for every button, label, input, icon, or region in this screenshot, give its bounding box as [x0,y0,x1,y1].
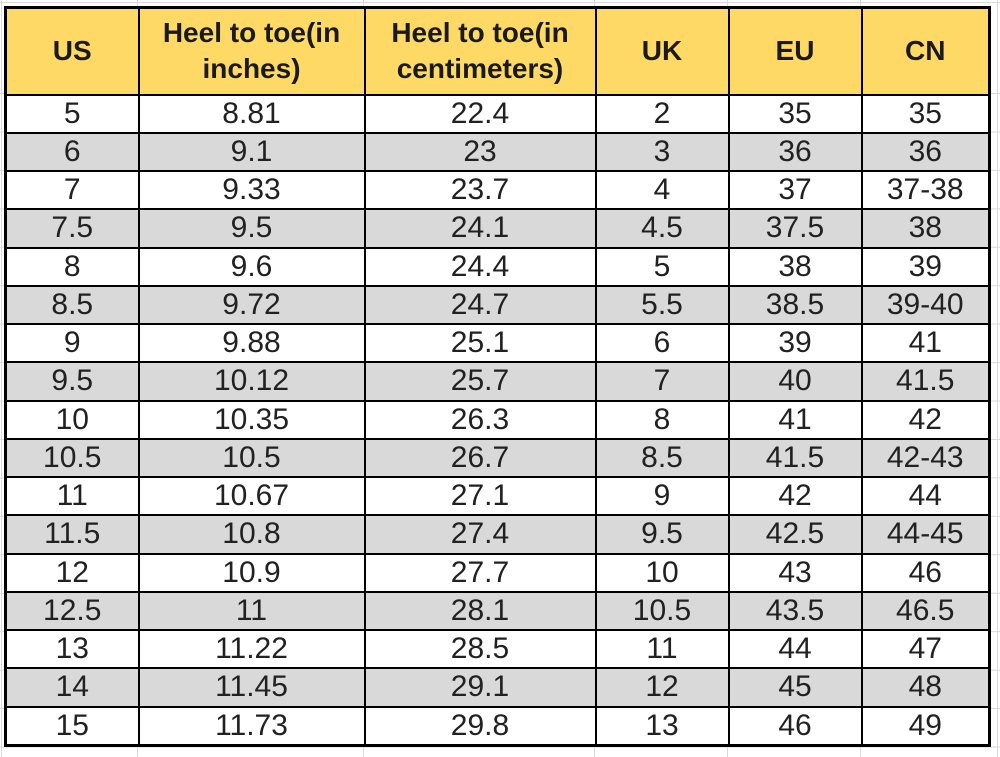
table-cell: 9.5 [6,362,139,400]
table-cell: 8.81 [139,95,365,133]
table-cell: 9 [6,324,139,362]
table-cell: 12.5 [6,592,139,630]
table-cell: 10 [6,401,139,439]
table-cell: 24.4 [365,248,596,286]
table-cell: 10.5 [6,439,139,477]
table-cell: 11.73 [139,707,365,746]
table-cell: 11.45 [139,668,365,706]
table-cell: 13 [596,707,729,746]
header-cell-heel-to-toe-inches: Heel to toe(in inches) [139,8,365,95]
table-cell: 37 [729,171,862,209]
table-row [6,401,990,439]
table-cell: 9.72 [139,286,365,324]
table-cell: 12 [6,554,139,592]
table-cell: 11 [6,477,139,515]
table-row [6,286,990,324]
table-row [6,362,990,400]
table-row [6,171,990,209]
table-cell: 5.5 [596,286,729,324]
header-cell-cn: CN [862,8,990,95]
header-cell-uk: UK [596,8,729,95]
table-cell: 28.1 [365,592,596,630]
table-cell: 27.4 [365,515,596,553]
table-cell: 41.5 [729,439,862,477]
table-cell: 9.5 [596,515,729,553]
header-cell-eu: EU [729,8,862,95]
table-cell: 35 [729,95,862,133]
table-cell: 8 [596,401,729,439]
table-row [6,592,990,630]
table-cell: 48 [862,668,990,706]
table-cell: 14 [6,668,139,706]
table-cell: 26.7 [365,439,596,477]
table-cell: 9.5 [139,209,365,247]
table-cell: 10 [596,554,729,592]
table-row [6,248,990,286]
table-cell: 11.22 [139,630,365,668]
table-cell: 39 [729,324,862,362]
table-cell: 46.5 [862,592,990,630]
table-row [6,668,990,706]
table-cell: 23 [365,133,596,171]
table-cell: 44 [862,477,990,515]
table-cell: 42.5 [729,515,862,553]
table-cell: 10.9 [139,554,365,592]
table-cell: 4.5 [596,209,729,247]
table-cell: 9.6 [139,248,365,286]
header-cell-us: US [6,8,139,95]
table-cell: 5 [6,95,139,133]
table-cell: 26.3 [365,401,596,439]
table-cell: 29.8 [365,707,596,746]
table-cell: 10.5 [139,439,365,477]
table-cell: 46 [729,707,862,746]
table-row [6,133,990,171]
table-cell: 9 [596,477,729,515]
table-cell: 23.7 [365,171,596,209]
table-cell: 37-38 [862,171,990,209]
table-cell: 8.5 [596,439,729,477]
table-cell: 10.12 [139,362,365,400]
table-cell: 29.1 [365,668,596,706]
table-cell: 11.5 [6,515,139,553]
table-cell: 10.67 [139,477,365,515]
table-cell: 3 [596,133,729,171]
table-row [6,554,990,592]
table-cell: 11 [596,630,729,668]
table-cell: 28.5 [365,630,596,668]
table-cell: 39-40 [862,286,990,324]
table-cell: 46 [862,554,990,592]
table-row [6,209,990,247]
table-cell: 2 [596,95,729,133]
table-cell: 47 [862,630,990,668]
table-cell: 24.1 [365,209,596,247]
table-cell: 27.7 [365,554,596,592]
table-cell: 9.1 [139,133,365,171]
table-cell: 12 [596,668,729,706]
table-cell: 13 [6,630,139,668]
table-cell: 7.5 [6,209,139,247]
table-cell: 44-45 [862,515,990,553]
table-cell: 42 [862,401,990,439]
table-cell: 11 [139,592,365,630]
table-cell: 10.5 [596,592,729,630]
table-cell: 22.4 [365,95,596,133]
table-row [6,324,990,362]
table-cell: 37.5 [729,209,862,247]
table-cell: 43 [729,554,862,592]
table-cell: 10.35 [139,401,365,439]
table-cell: 40 [729,362,862,400]
table-cell: 25.1 [365,324,596,362]
table-row [6,439,990,477]
table-row [6,707,990,746]
table-cell: 27.1 [365,477,596,515]
table-cell: 38 [862,209,990,247]
table-cell: 41 [729,401,862,439]
table-cell: 5 [596,248,729,286]
table-cell: 39 [862,248,990,286]
table-cell: 41 [862,324,990,362]
table-cell: 6 [596,324,729,362]
table-cell: 45 [729,668,862,706]
header-row [6,8,990,95]
table-cell: 43.5 [729,592,862,630]
shoe-size-conversion-table [4,6,991,747]
table-cell: 49 [862,707,990,746]
table-cell: 41.5 [862,362,990,400]
table-cell: 36 [862,133,990,171]
table-row [6,630,990,668]
table-cell: 15 [6,707,139,746]
table-row [6,477,990,515]
table-cell: 6 [6,133,139,171]
table-cell: 7 [596,362,729,400]
table-cell: 38.5 [729,286,862,324]
table-cell: 9.88 [139,324,365,362]
table-row [6,515,990,553]
table-cell: 10.8 [139,515,365,553]
table-cell: 44 [729,630,862,668]
table-row [6,95,990,133]
table-cell: 42-43 [862,439,990,477]
table-cell: 7 [6,171,139,209]
table-cell: 38 [729,248,862,286]
table-cell: 35 [862,95,990,133]
header-cell-heel-to-toe-centimeters: Heel to toe(in centimeters) [365,8,596,95]
table-cell: 4 [596,171,729,209]
table-cell: 24.7 [365,286,596,324]
table-cell: 25.7 [365,362,596,400]
table-cell: 42 [729,477,862,515]
table-cell: 9.33 [139,171,365,209]
table-cell: 36 [729,133,862,171]
table-cell: 8.5 [6,286,139,324]
table-cell: 8 [6,248,139,286]
